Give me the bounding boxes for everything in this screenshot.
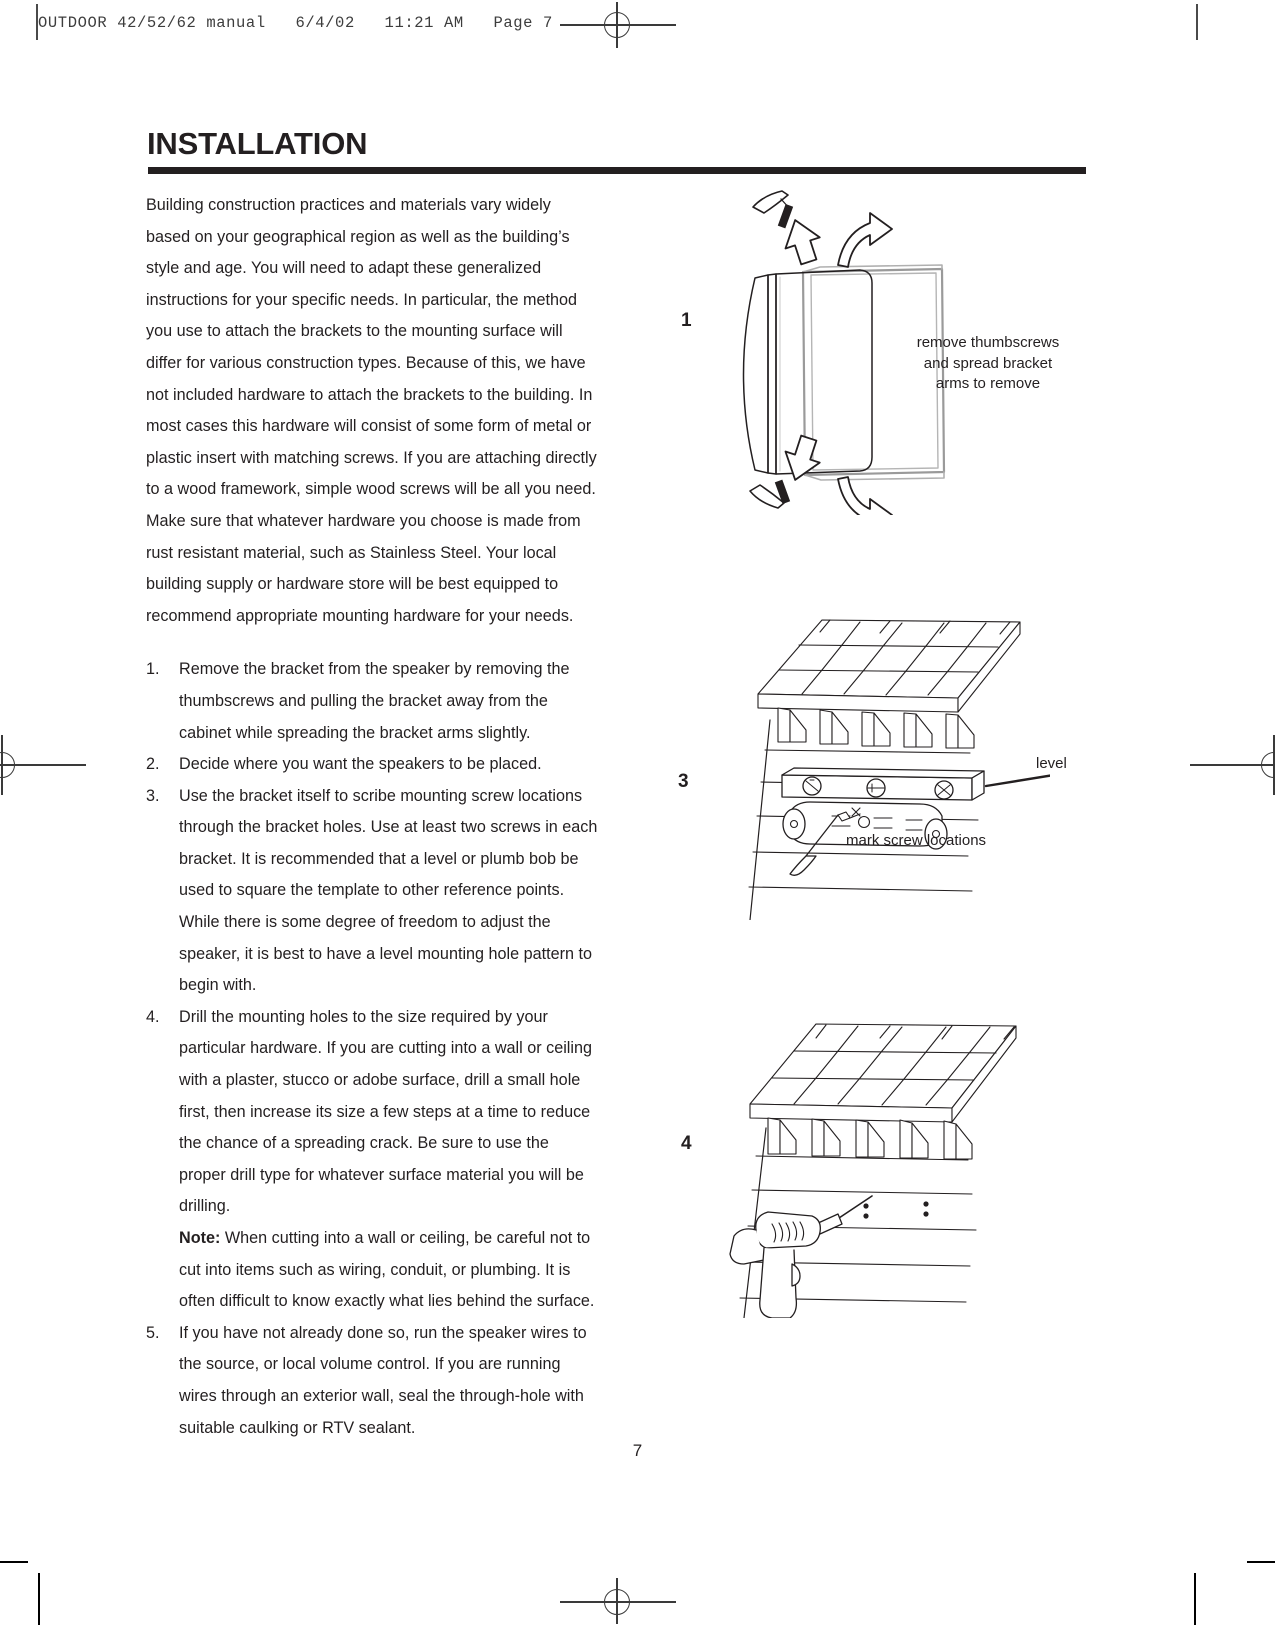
figure-1-number: 1 [681,310,692,331]
slug-header-text: OUTDOOR 42/52/62 manual 6/4/02 11:21 AM Page 7 [38,14,553,32]
note-label: Note: [179,1229,221,1247]
list-item [146,654,598,749]
figure-1-caption [888,333,1088,395]
list-item-text: Remove the bracket from the speaker by removing the thumbscrews and pulling the bracket away from the cabinet while spreading the bracket arms slightly. [179,660,570,742]
figure-1 [660,185,1090,515]
figure-4-illustration [720,968,1060,1318]
note-text: When cutting into a wall or ceiling, be careful not to cut into items such as wiring, conduit, or plumbing. It is often difficult to know exactly what lies behind the surface. [179,1229,595,1311]
list-item [146,1318,598,1444]
list-item-number: 2. [146,755,160,774]
figure-4 [660,968,1100,1318]
figure-3-caption: mark screw locations [846,832,987,849]
page-number: 7 [632,1441,643,1460]
figure-3-label-level: level [1036,755,1067,772]
figure-3-illustration [710,590,1050,920]
list-item-number: 1. [146,660,160,679]
figure-1-caption-line-1: remove thumbscrews [916,334,1060,351]
installation-steps-list [146,654,598,1444]
figure-3 [660,590,1100,920]
figure-1-caption-line-2: and spread bracket [923,354,1053,372]
list-item-text: Decide where you want the speakers to be placed. [179,755,542,774]
list-item-text: Drill the mounting holes to the size required by your particular hardware. If you are cutting into a wall or ceiling with a plaster, stucco or adobe surface, drill a small hole first, then increase its size a few steps at a time to reduce the chance of a spreading crack. Be sure to use the proper drill type for whatever surface material you will be drilling. [179,1007,592,1216]
list-item-text: If you have not already done so, run the speaker wires to the source, or local volume control. If you are running wires through an exterior wall, seal the through-hole with suitable caulking or RTV sealant. [179,1323,587,1437]
list-item [146,749,598,781]
intro-paragraph: Building construction practices and materials vary widely based on your geographical region as well as the building’s style and age. You will need to adapt these generalized instructions for your specific needs. In particular, the method you use to attach the brackets to the mounting surface will differ for various construction types. Because of this, we have not included hardware to attach the brackets to the building. In most cases this hardware will consist of some form of metal or plastic insert with matching screws. If you are attaching directly to a wood framework, simple wood screws will be all you need. Make sure that whatever hardware you choose is made from rust resistant material, such as Stainless Steel. Your local building supply or hardware store will be best equipped to recommend appropriate mounting hardware for your needs. [146,196,597,625]
list-item [146,1002,598,1318]
list-item [146,781,598,1002]
figure-1-caption-line-3: arms to remove [935,375,1041,392]
figure-4-number: 4 [681,1133,692,1154]
page-title: INSTALLATION [147,126,368,161]
text-column [146,190,598,1444]
figure-3-number: 3 [678,771,689,792]
list-item-text: Use the bracket itself to scribe mounting screw locations through the bracket holes. Use at least two screws in each bracket. It is recommended that a level or plumb bob be used to square the template to other reference points. While there is some degree of freedom to adjust the speaker, it is best to have a level mounting hole pattern to begin with. [179,786,598,995]
title-underline-rule [148,167,1086,174]
list-item-number: 3. [146,786,160,805]
list-item-number: 4. [146,1007,160,1026]
list-item-number: 5. [146,1323,160,1342]
